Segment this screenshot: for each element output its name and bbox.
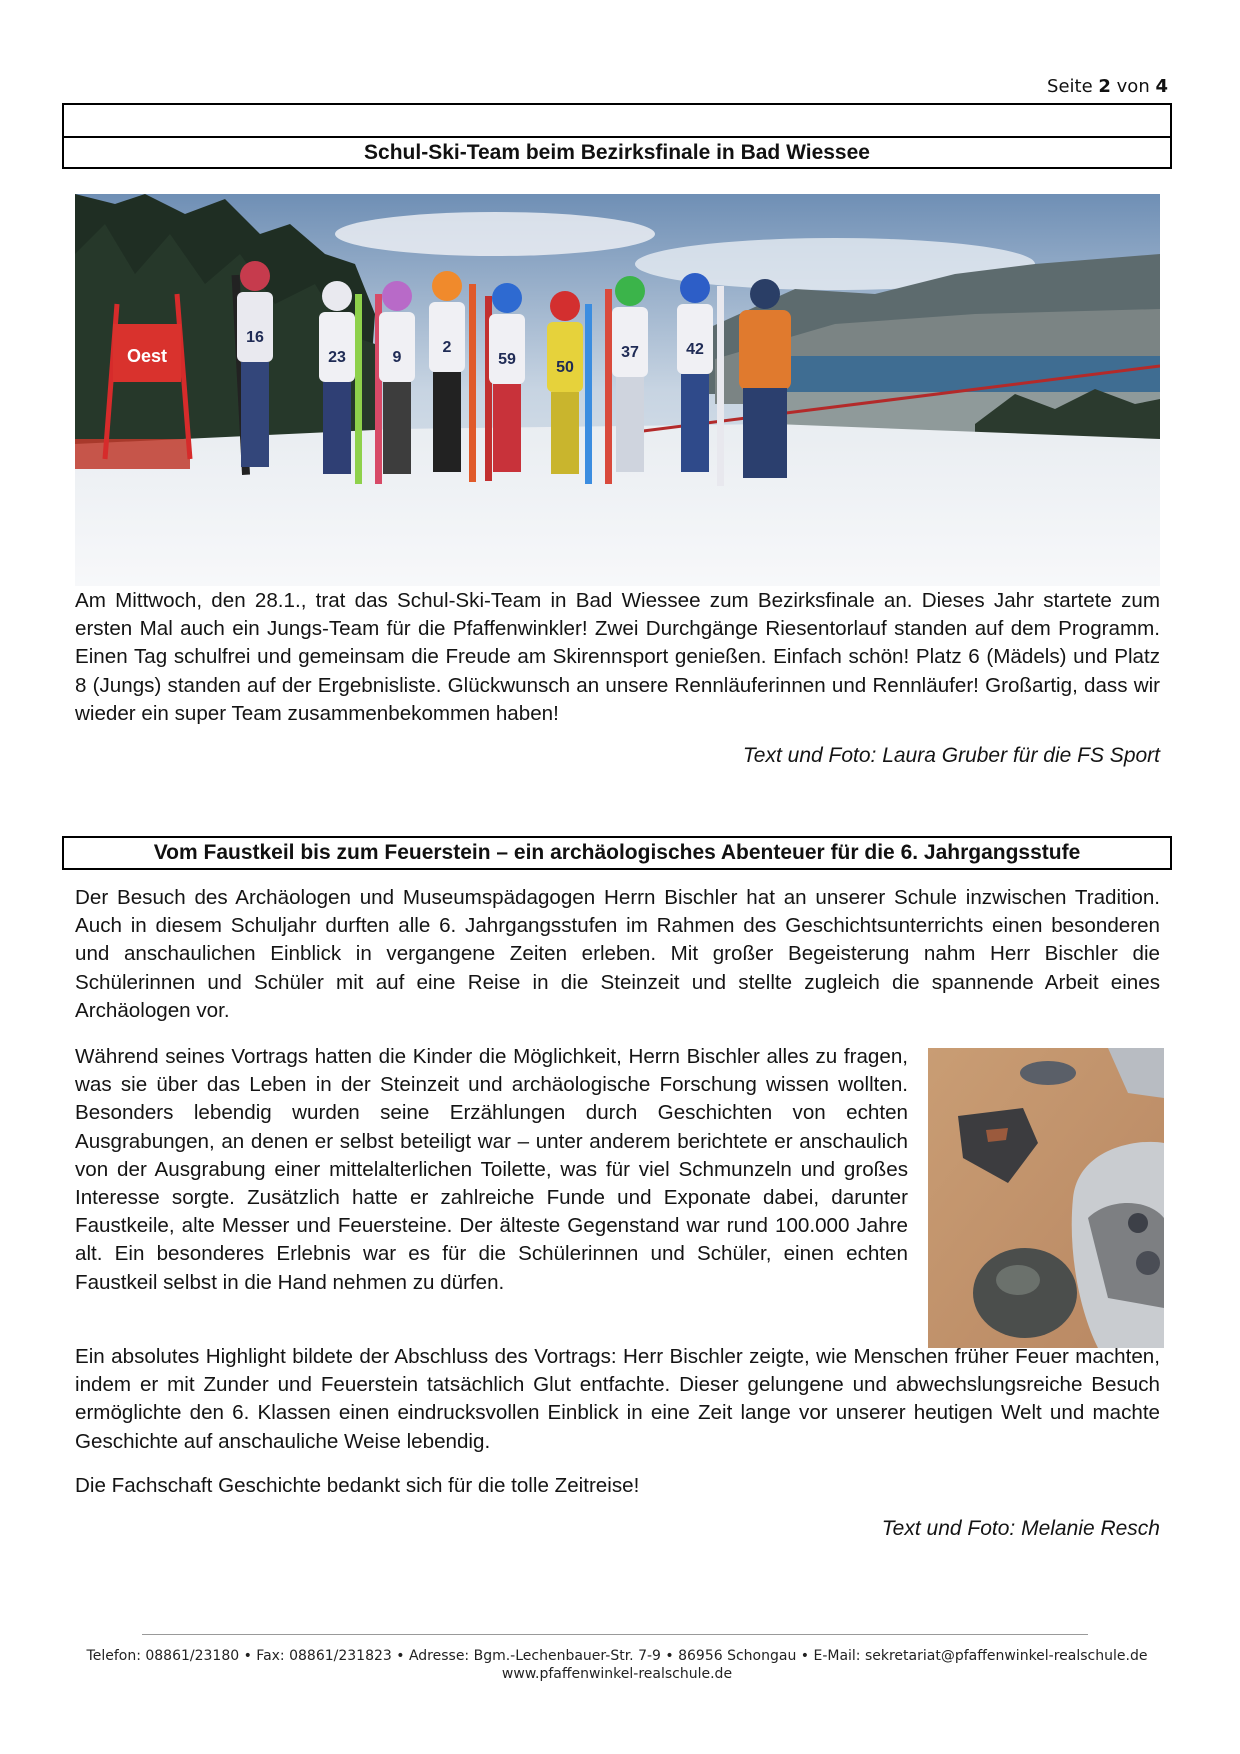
ski-team-photo [75,194,1160,586]
stone-artifacts-photo [928,1048,1164,1348]
article1-title-box [62,103,1172,169]
bib-number: 9 [392,349,402,366]
article2-paragraph-3: Ein absolutes Highlight bildete der Abschluss des Vortrags: Herr Bischler zeigte, wie Menschen früher Feuer machten, indem er mit Zunder und Feuerstein tatsächlich Glut entfachte. Dieser gelungene und abwechslungsreiche Besuch ermöglichte den 6. Klassen einen eindrucksvollen Einblick in eine Zeit lange vor unserer heutigen Welt und machte Geschichte auf anschauliche Weise lebendig. [75,1345,1160,1453]
footer-website[interactable]: www.pfaffenwinkel-realschule.de [501,1666,733,1682]
bib-number: 42 [686,341,704,358]
title-box-blank-row [64,105,1170,138]
bib-number: 37 [621,344,639,361]
page-current: 2 [1098,76,1111,97]
article2-paragraph-4: Die Fachschaft Geschichte bedankt sich für die tolle Zeitreise! [75,1474,640,1497]
page-total: 4 [1155,76,1168,97]
banner-text: Oest [126,346,168,366]
page-of-label: von [1116,76,1150,97]
bib-number: 2 [442,339,452,356]
bib-number: 50 [556,359,574,376]
footer-divider [142,1634,1088,1635]
article2-paragraph-1: Der Besuch des Archäologen und Museumspädagogen Herrn Bischler hat an unserer Schule inzwischen Tradition. Auch in diesem Schuljahr durften alle 6. Jahrgangsstufen im Rahmen des Geschichtsunterrichts einen besonderen und anschaulichen Einblick in vergangene Zeiten erleben. Mit großer Begeisterung nahm Herr Bischler die Schülerinnen und Schüler mit auf eine Reise in die Steinzeit und stellte zugleich die spannende Arbeit eines Archäologen vor. [75,886,1160,1022]
article1-title: Schul-Ski-Team beim Bezirksfinale in Bad Wiessee [364,141,870,164]
bib-number: 23 [328,349,346,366]
article1-body: Am Mittwoch, den 28.1., trat das Schul-Ski-Team in Bad Wiessee zum Bezirksfinale an. Dieses Jahr startete zum ersten Mal auch ein Jungs-Team für die Pfaffenwinkler! Zwei Durchgänge Riesentorlauf standen auf dem Programm. Einen Tag schulfrei und gemeinsam die Freude am Skirennsport genießen. Einfach schön! Platz 6 (Mädels) und Platz 8 (Jungs) standen auf der Ergebnisliste. Glückwunsch an unsere Rennläuferinnen und Rennläufer! Großartig, dass wir wieder ein super Team zusammenbekommen haben! [75,589,1160,725]
page-number [1047,76,1168,97]
footer-contact-line: Telefon: 08861/23180 • Fax: 08861/231823 • Adresse: Bgm.-Lechenbauer-Str. 7-9 • 86956 Schongau • E-Mail: sekretariat@pfaffenwinkel-realschule.de [86,1648,1148,1664]
article1-credit: Text und Foto: Laura Gruber für die FS Sport [742,744,1160,767]
page-label: Seite [1047,76,1093,97]
article2-credit: Text und Foto: Melanie Resch [881,1517,1160,1540]
bib-number: 16 [246,329,264,346]
article2-title: Vom Faustkeil bis zum Feuerstein – ein archäologisches Abenteuer für die 6. Jahrgangsstufe [153,841,1081,864]
footer [62,1647,1172,1683]
article2-title-box [62,836,1172,870]
article2-paragraph-2: Während seines Vortrags hatten die Kinder die Möglichkeit, Herrn Bischler alles zu fragen, was sie über das Leben in der Steinzeit und archäologische Forschung wissen wollten. Besonders lebendig wurden seine Erzählungen durch Geschichten von echten Ausgrabungen, an denen er selbst beteiligt war – unter anderem berichtete er anschaulich von der Ausgrabung einer mittelalterlichen Toilette, was für viel Schmunzeln und großes Interesse sorgte. Zusätzlich hatte er zahlreiche Funde und Exponate dabei, darunter Faustkeile, alte Messer und Feuersteine. Der älteste Gegenstand war rund 100.000 Jahre alt. Ein besonderes Erlebnis war es für die Schülerinnen und Schüler, einen echten Faustkeil selbst in die Hand nehmen zu dürfen. [75,1045,908,1294]
bib-number: 59 [498,351,516,368]
